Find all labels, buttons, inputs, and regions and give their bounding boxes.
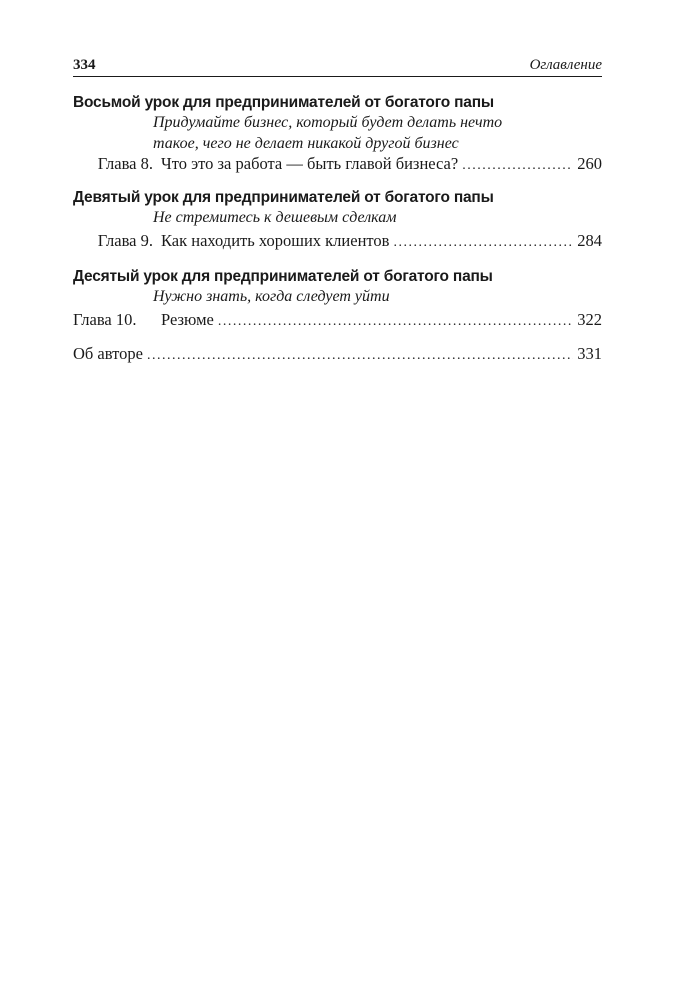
chapter-title: Как находить хороших клиентов <box>161 231 390 250</box>
lesson-subtitle-9-line-1: Не стремитесь к дешевым сделкам <box>153 209 397 226</box>
chapter-label: Глава 8. <box>97 154 153 173</box>
dot-leader <box>462 158 573 174</box>
dot-leader <box>147 348 573 364</box>
lesson-subtitle-8-line-1: Придумайте бизнес, который будет делать нечто <box>153 114 503 131</box>
chapter-title: Резюме <box>161 310 214 329</box>
lesson-subtitle-8-line-2: такое, чего не делает никакой другой бизнес <box>153 135 459 152</box>
about-page: 331 <box>577 344 602 363</box>
toc-entry-chapter-9[interactable] <box>73 231 602 253</box>
chapter-title: Что это за работа — быть главой бизнеса? <box>161 154 459 173</box>
page-header <box>73 52 602 77</box>
toc-entry-about-author[interactable] <box>73 344 602 366</box>
dot-leader <box>218 314 573 330</box>
chapter-label: Глава 9. <box>97 231 153 250</box>
toc-entry-chapter-8[interactable] <box>73 154 602 176</box>
toc-entry-chapter-10[interactable] <box>73 310 602 332</box>
dot-leader <box>393 235 573 251</box>
lesson-title-9: Девятый урок для предпринимателей от богатого папы <box>73 189 494 206</box>
chapter-page: 284 <box>577 231 602 250</box>
lesson-title-8: Восьмой урок для предпринимателей от богатого папы <box>73 94 494 111</box>
page-number: 334 <box>73 57 96 73</box>
lesson-subtitle-10-line-1: Нужно знать, когда следует уйти <box>153 288 390 305</box>
chapter-page: 260 <box>577 154 602 173</box>
chapter-page: 322 <box>577 310 602 329</box>
about-title: Об авторе <box>73 344 143 363</box>
running-head: Оглавление <box>529 57 602 73</box>
lesson-title-10: Десятый урок для предпринимателей от богатого папы <box>73 268 493 285</box>
chapter-label: Глава 10. <box>73 310 137 329</box>
